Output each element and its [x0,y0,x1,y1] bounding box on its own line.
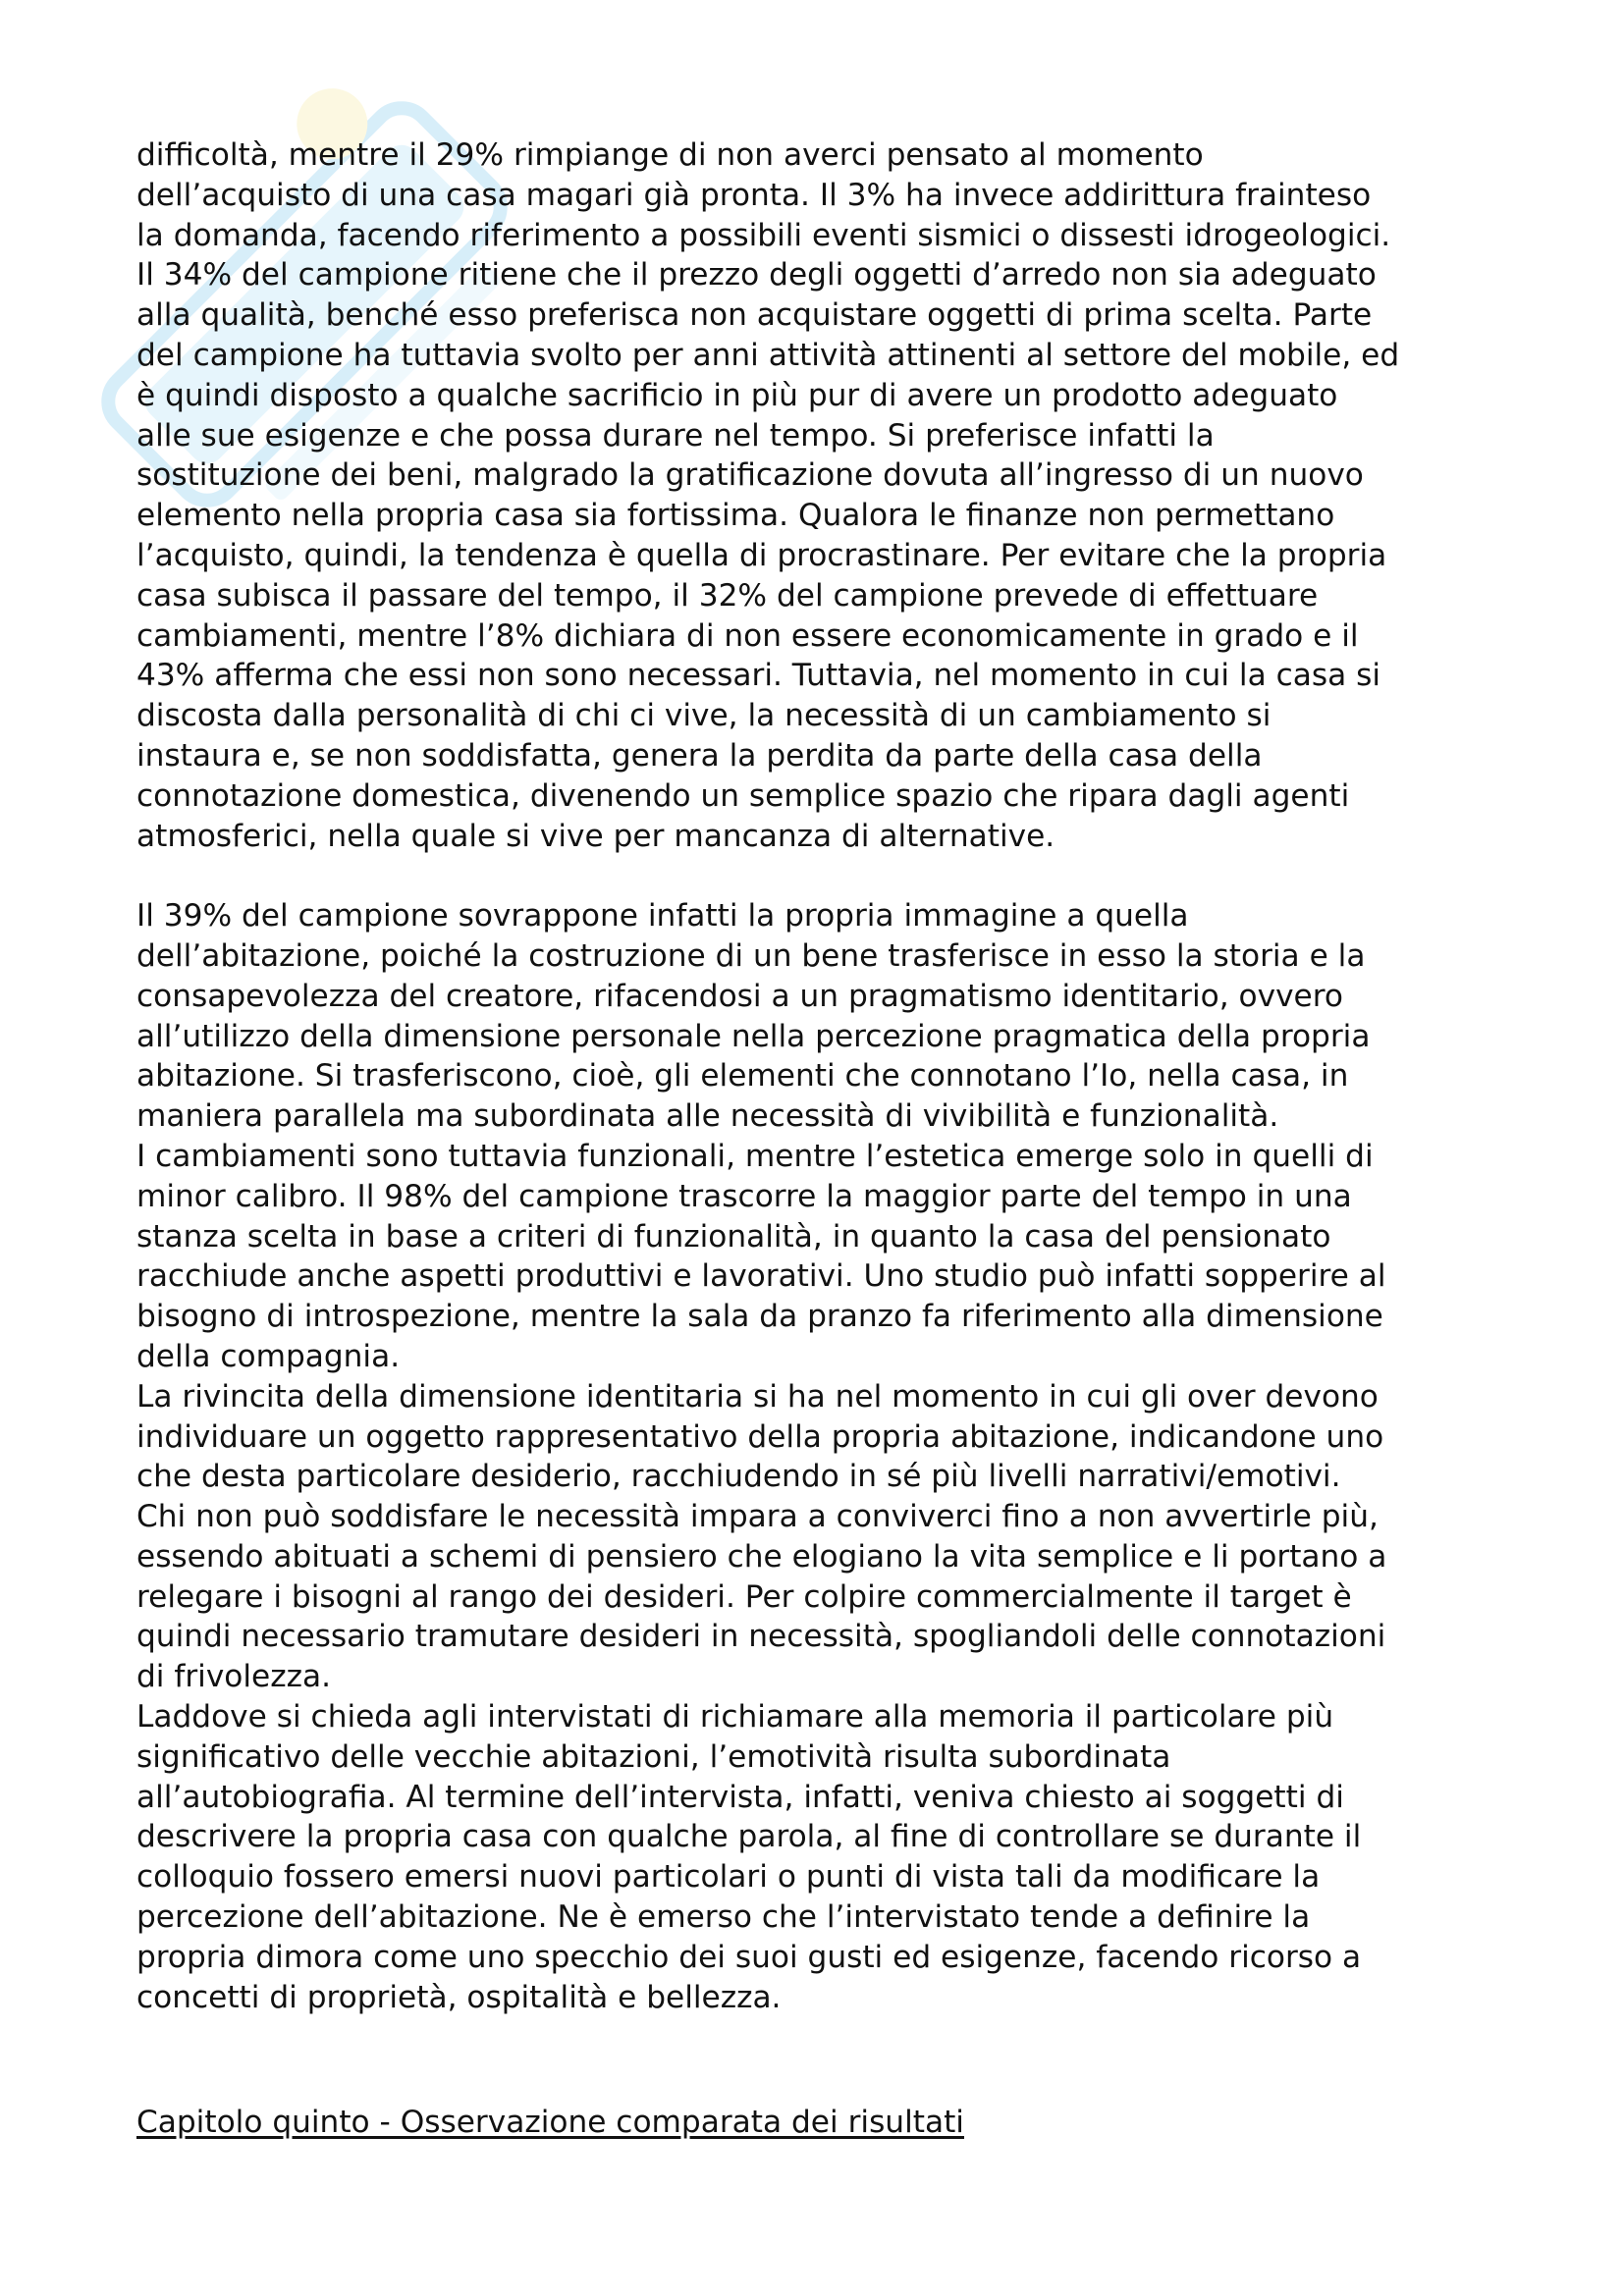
text-line: dell’abitazione, poiché la costruzione di un bene trasferisce in esso la storia e la [136,937,1366,974]
text-line: cambiamenti, mentre l’8% dichiara di non essere economicamente in grado e il [136,617,1359,654]
text-line: che desta particolare desiderio, racchiudendo in sé più livelli narrativi/emotivi. [136,1459,1341,1495]
text-line: sostituzione dei beni, malgrado la gratificazione dovuta all’ingresso di un nuovo [136,457,1364,494]
text-line: è quindi disposto a qualche sacrificio in più pur di avere un prodotto adeguato [136,377,1338,413]
text-line: individuare un oggetto rappresentativo della propria abitazione, indicandone uno [136,1418,1384,1455]
text-line: elemento nella propria casa sia fortissima. Qualora le finanze non permettano [136,498,1335,534]
text-line: instaura e, se non soddisfatta, genera la perdita da parte della casa della [136,737,1263,774]
text-line: quindi necessario tramutare desideri in necessità, spogliandoli delle connotazioni [136,1619,1386,1655]
text-line: Laddove si chieda agli intervistati di richiamare alla memoria il particolare più [136,1699,1334,1735]
text-line: discosta dalla personalità di chi ci vive, la necessità di un cambiamento si [136,698,1271,734]
text-line: maniera parallela ma subordinata alle necessità di vivibilità e funzionalità. [136,1098,1279,1135]
text-line: Chi non può soddisfare le necessità impara a conviverci fino a non avvertirle più, [136,1499,1379,1535]
text-line: difficoltà, mentre il 29% rimpiange di non averci pensato al momento [136,137,1204,173]
text-line: l’acquisto, quindi, la tendenza è quella di procrastinare. Per evitare che la propria [136,537,1387,573]
text-line: minor calibro. Il 98% del campione trascorre la maggior parte del tempo in una [136,1178,1352,1214]
text-line: atmosferici, nella quale si vive per mancanza di alternative. [136,818,1055,854]
text-line: concetti di proprietà, ospitalità e bellezza. [136,1979,782,2015]
text-line: bisogno di introspezione, mentre la sala da pranzo fa riferimento alla dimensione [136,1299,1383,1335]
text-line: essendo abituati a schemi di pensiero che elogiano la vita semplice e li portano a [136,1538,1387,1575]
text-line: consapevolezza del creatore, rifacendosi a un pragmatismo identitario, ovvero [136,978,1343,1014]
text-line: abitazione. Si trasferiscono, cioè, gli elementi che connotano l’Io, nella casa, in [136,1058,1349,1095]
paragraph-1 [136,135,1491,856]
text-line: alle sue esigenze e che possa durare nel tempo. Si preferisce infatti la [136,417,1215,454]
text-line: La rivincita della dimensione identitaria si ha nel momento in cui gli over devono [136,1378,1379,1415]
body-text [136,135,1491,2017]
text-line: alla qualità, benché esso preferisca non acquistare oggetti di prima scelta. Parte [136,297,1373,334]
text-line: relegare i bisogni al rango dei desideri. Per colpire commercialmente il target è [136,1578,1352,1615]
text-line: racchiude anche aspetti produttivi e lavorativi. Uno studio può infatti sopperire al [136,1258,1386,1295]
paragraph-2 [136,896,1491,2017]
text-line: stanza scelta in base a criteri di funzionalità, in quanto la casa del pensionato [136,1218,1331,1255]
text-line: Il 39% del campione sovrappone infatti la propria immagine a quella [136,898,1189,934]
text-line: del campione ha tuttavia svolto per anni attività attinenti al settore del mobile, ed [136,337,1400,373]
text-line: casa subisca il passare del tempo, il 32% del campione prevede di effettuare [136,577,1319,614]
text-line: la domanda, facendo riferimento a possibili eventi sismici o dissesti idrogeologici. [136,217,1391,253]
text-line: all’utilizzo della dimensione personale nella percezione pragmatica della propria [136,1018,1371,1054]
text-line: percezione dell’abitazione. Ne è emerso che l’intervistato tende a definire la [136,1899,1311,1936]
text-line: I cambiamenti sono tuttavia funzionali, mentre l’estetica emerge solo in quelli di [136,1138,1374,1174]
paragraph-spacer [136,856,1491,896]
text-line: 43% afferma che essi non sono necessari. Tuttavia, nel momento in cui la casa si [136,658,1381,694]
text-line: descrivere la propria casa con qualche parola, al fine di controllare se durante il [136,1819,1362,1855]
text-line: propria dimora come uno specchio dei suoi gusti ed esigenze, facendo ricorso a [136,1939,1362,1975]
text-line: connotazione domestica, divenendo un semplice spazio che ripara dagli agenti [136,777,1350,814]
text-line: di frivolezza. [136,1659,331,1695]
text-line: dell’acquisto di una casa magari già pronta. Il 3% ha invece addirittura frainteso [136,177,1372,213]
chapter-heading: Capitolo quinto - Osservazione comparata dei risultati [136,2105,964,2140]
text-line: all’autobiografia. Al termine dell’intervista, infatti, veniva chiesto ai soggetti di [136,1779,1344,1815]
text-line: Il 34% del campione ritiene che il prezzo degli oggetti d’arredo non sia adeguato [136,257,1377,294]
text-line: colloquio fossero emersi nuovi particolari o punti di vista tali da modificare la [136,1859,1321,1896]
text-line: significativo delle vecchie abitazioni, l’emotività risulta subordinata [136,1738,1171,1775]
text-line: della compagnia. [136,1338,401,1374]
